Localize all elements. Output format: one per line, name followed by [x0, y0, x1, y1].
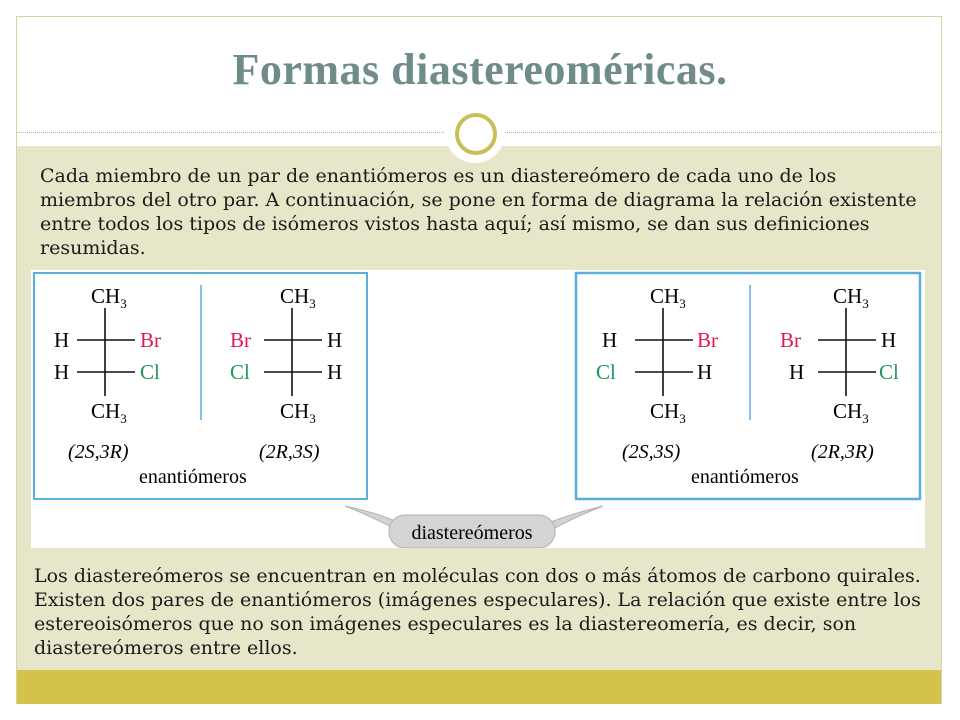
diastereomer-relation	[345, 506, 603, 548]
br-label: Br	[697, 328, 718, 352]
body-paragraph: Los diastereómeros se encuentran en moléculas con dos o más átomos de carbono quirales. Existen dos pares de enantiómeros (imágenes especulares). La relación que existe entre los estereoisómeros que no son imágenes especulares es la diastereomería, es decir, son diastereómeros entre ellos.	[34, 565, 921, 659]
ch3-bottom: $CH_3$	[650, 399, 686, 426]
molecule-2R3R	[780, 284, 899, 426]
diastereomers-label: diastereómeros	[411, 522, 533, 544]
ch3-bottom: $CH_3$	[833, 399, 869, 426]
molecule-2S3S	[596, 284, 718, 426]
molecule-2S3R	[54, 284, 161, 426]
h-label: H	[881, 328, 897, 352]
cl-label: Cl	[140, 360, 160, 384]
config-2R3S: (2R,3S)	[259, 441, 320, 463]
br-label: Br	[780, 328, 801, 352]
ch3-top: $CH_3$	[650, 284, 686, 311]
ch3-top: $CH_3$	[833, 284, 869, 311]
fischer-diagram	[31, 270, 925, 548]
h-label: H	[327, 360, 343, 384]
ch3-top: $CH_3$	[91, 284, 127, 311]
h-label: H	[697, 360, 713, 384]
h-label: H	[789, 360, 805, 384]
h-label: H	[602, 328, 618, 352]
circle-ornament-icon	[455, 113, 497, 155]
ch3-bottom: $CH_3$	[280, 399, 316, 426]
cl-label: Cl	[230, 360, 250, 384]
right-pointer	[547, 506, 603, 532]
cl-label: Cl	[596, 360, 616, 384]
enantiomers-label-1: enantiómeros	[139, 466, 247, 488]
slide-title: Formas diastereoméricas.	[232, 45, 728, 94]
config-2S3S: (2S,3S)	[622, 441, 681, 463]
footer-bar	[17, 670, 941, 704]
ch3-bottom: $CH_3$	[91, 399, 127, 426]
cl-label: Cl	[879, 360, 899, 384]
br-label: Br	[230, 328, 251, 352]
h-label: H	[327, 328, 343, 352]
h-label: H	[54, 360, 70, 384]
molecule-2R3S	[230, 284, 342, 426]
ch3-top: $CH_3$	[280, 284, 316, 311]
config-2R3R: (2R,3R)	[811, 441, 874, 463]
intro-paragraph: Cada miembro de un par de enantiómeros es un diastereómero de cada uno de los miembros del otro par. A continuación, se pone en forma de diagrama la relación existente entre todos los tipos de isómeros vistos hasta aquí; así mismo, se dan sus definiciones resumidas.	[40, 165, 917, 259]
h-label: H	[54, 328, 70, 352]
br-label: Br	[140, 328, 161, 352]
config-2S3R: (2S,3R)	[68, 441, 129, 463]
enantiomers-label-2: enantiómeros	[691, 466, 799, 488]
